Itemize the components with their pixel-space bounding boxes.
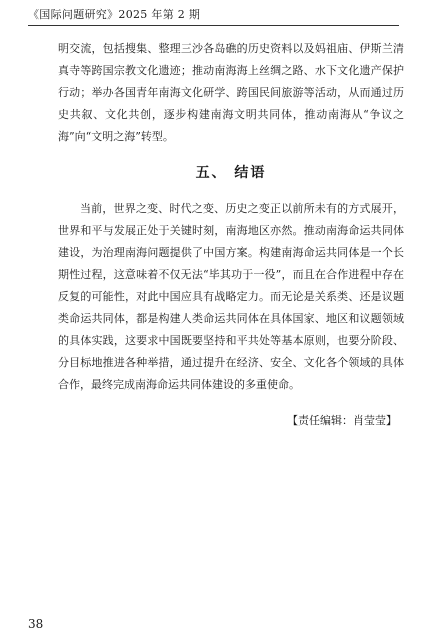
continuation-paragraph: 明交流，包括搜集、整理三沙各岛礁的历史资料以及妈祖庙、伊斯兰清真寺等跨国宗教文化遗迹；推动南海海上丝绸之路、水下文化遗产保护行动；举办各国青年南海文化研学、跨国民间旅游等活动，从而通过历史共叙、文化共创，逐步构建南海文明共同体，推动南海从“争议之海”向“文明之海”转型。 bbox=[58, 42, 404, 143]
running-header: 《国际问题研究》2025 年第 2 期 bbox=[28, 8, 201, 21]
section-heading: 五、 结语 bbox=[195, 165, 267, 181]
conclusion-paragraph: 当前，世界之变、时代之变、历史之变正以前所未有的方式展开，世界和平与发展正处于关键时刻，南海地区亦然。推动南海命运共同体建设，为治理南海问题提供了中国方案。构建南海命运共同体是一个长期性过程，这意味着不仅无法“毕其功于一役”，而且在合作进程中存在反复的可能性，对此中国应具有战略定力。而无论是关系类、还是议题类命运共同体，都是构建人类命运共同体在具体国家、地区和议题领域的具体实践，这要求中国既要坚持和平共处等基本原则，也要分阶段、分目标地推进各种举措，通过提升在经济、安全、文化各个领域的具体合作，最终完成南海命运共同体建设的多重使命。 bbox=[58, 202, 404, 391]
header-rule bbox=[28, 25, 399, 26]
main-text bbox=[58, 38, 404, 396]
page-number: 38 bbox=[28, 617, 44, 631]
editor-note: 【责任编辑：肖莹莹】 bbox=[287, 414, 397, 427]
